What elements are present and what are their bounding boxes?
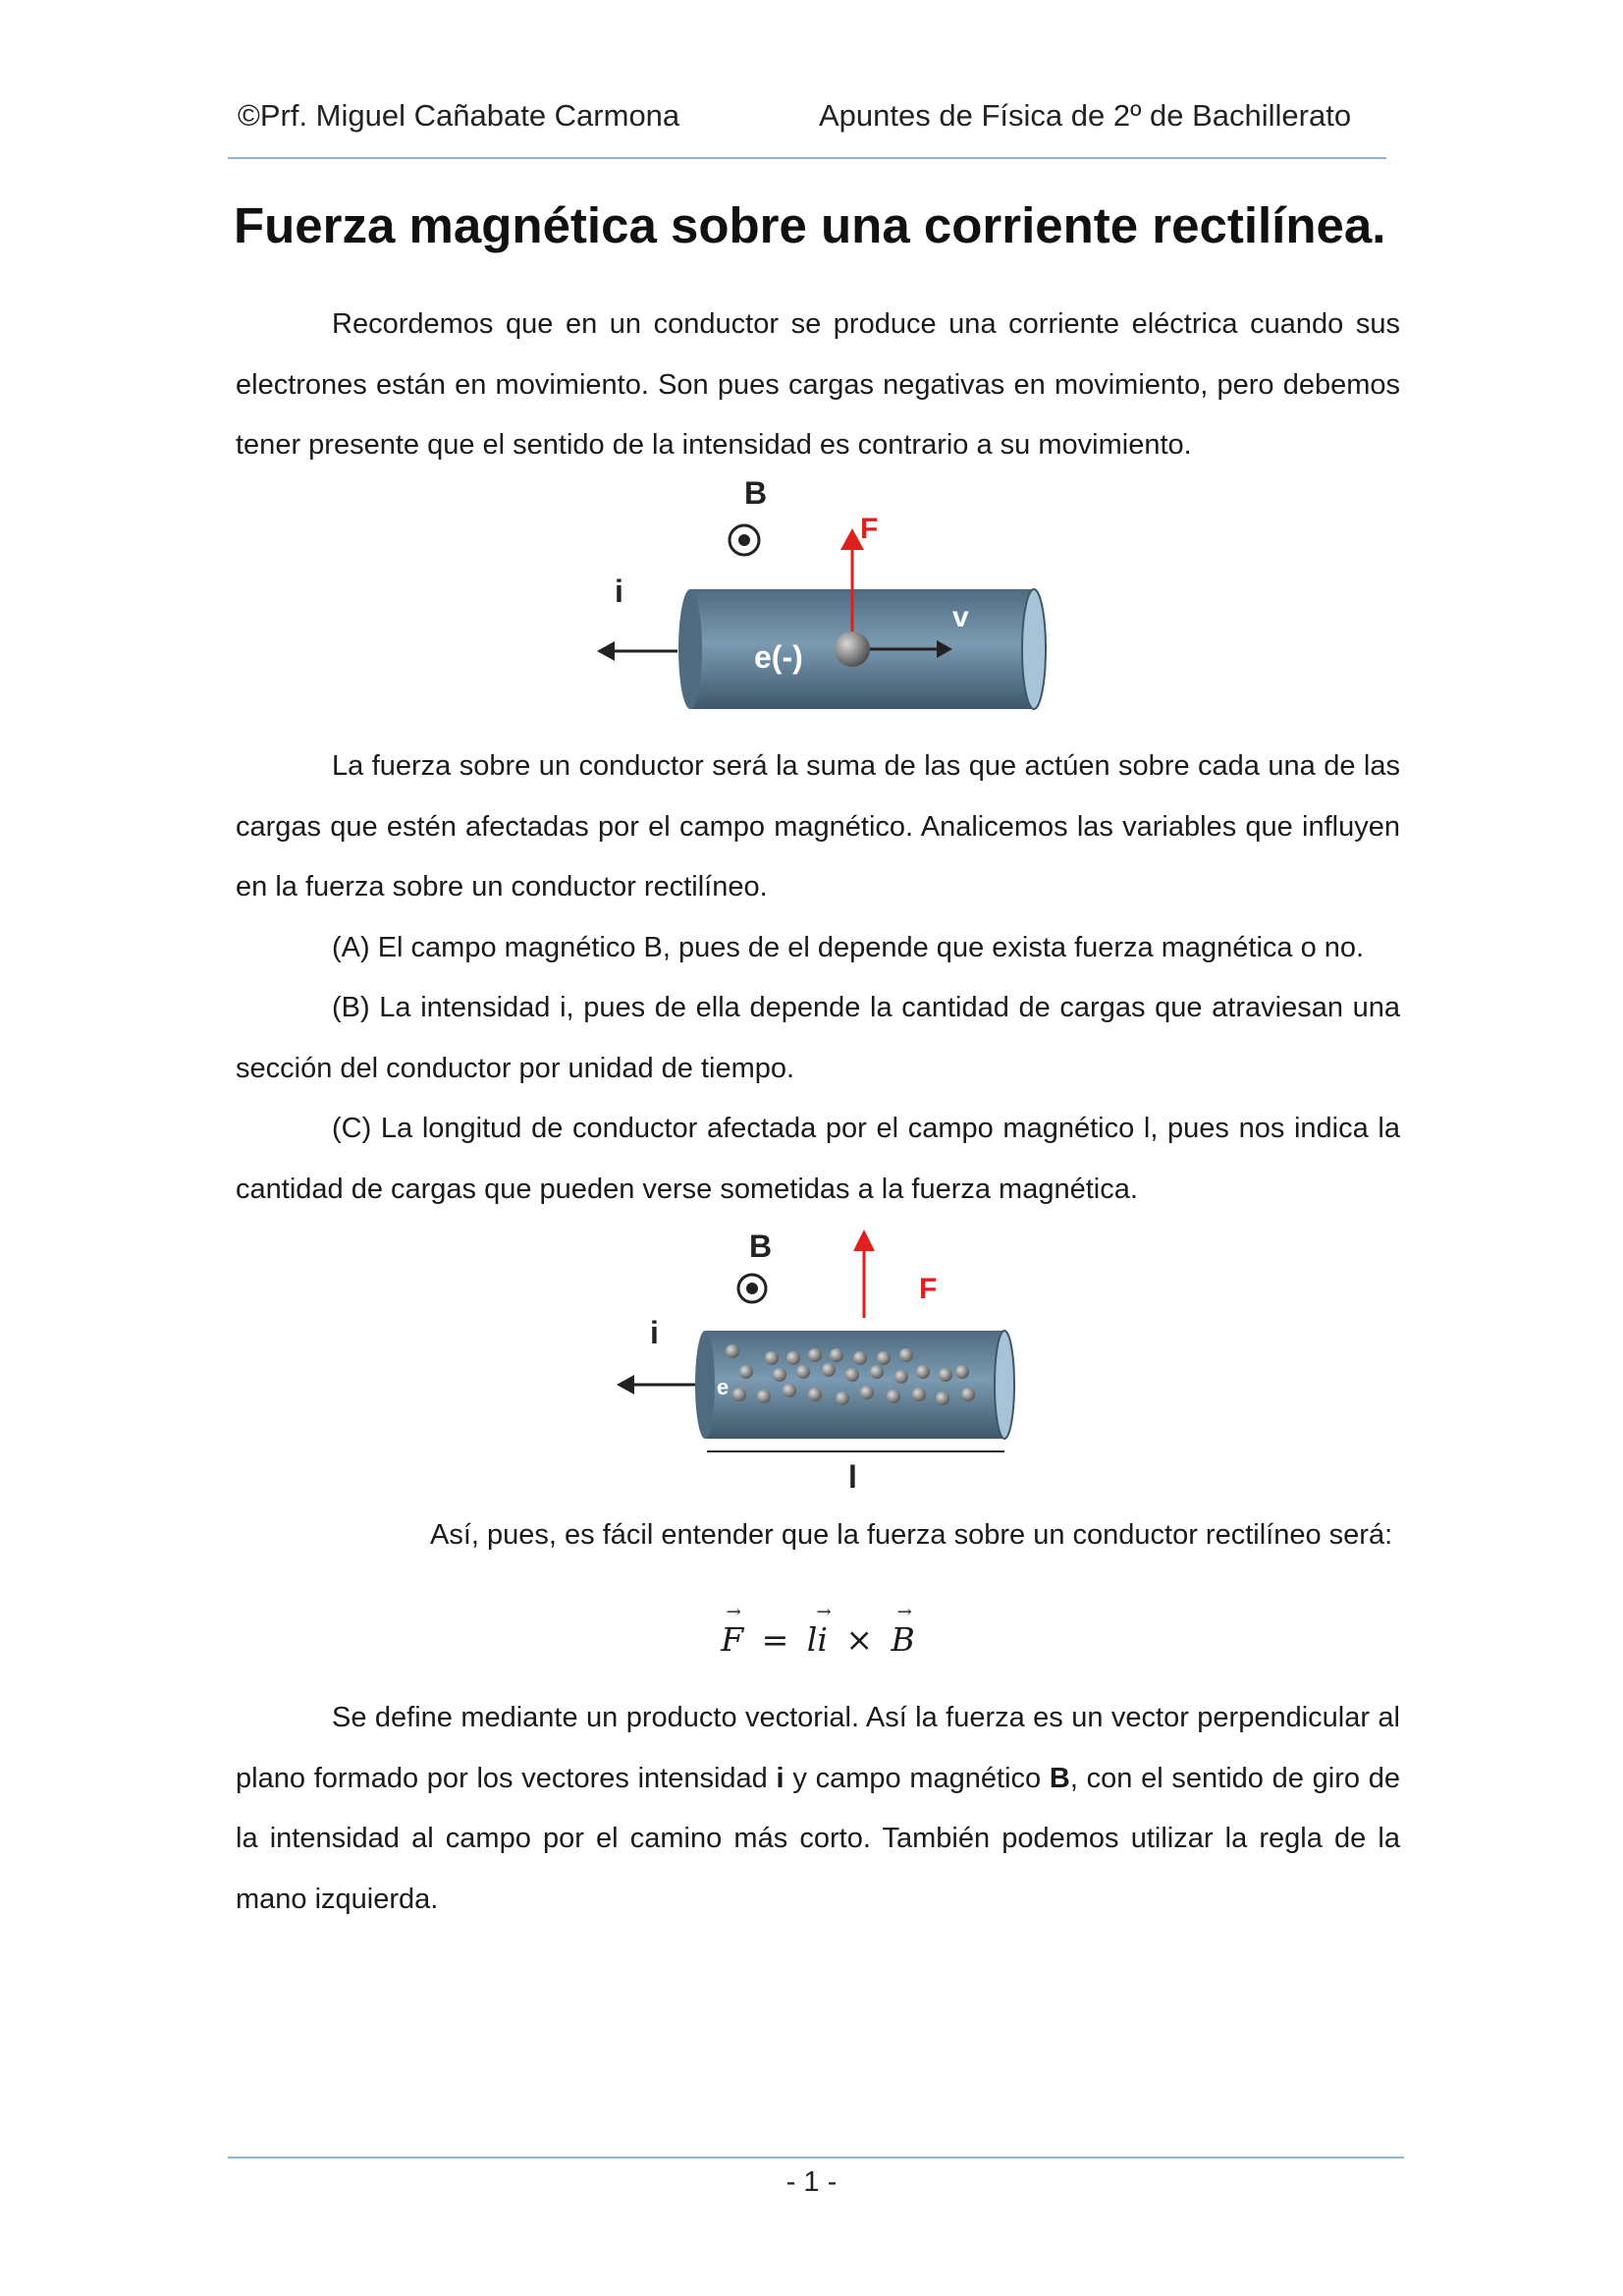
formula-i: → i	[817, 1620, 828, 1659]
definition-i: i	[776, 1762, 784, 1794]
header-rule	[228, 157, 1386, 159]
electron	[835, 631, 870, 667]
field-out-of-page-icon	[730, 525, 759, 555]
charge-dot	[887, 1390, 900, 1403]
current-arrow	[597, 641, 677, 661]
current-arrow	[617, 1375, 697, 1394]
header-course: Apuntes de Física de 2º de Bachillerato	[819, 98, 1352, 133]
force-arrow	[853, 1230, 875, 1318]
charge-dot	[830, 1348, 843, 1362]
page-number: - 1 -	[785, 2166, 838, 2198]
charge-dot	[870, 1365, 884, 1379]
paragraph-variable-a: (A) El campo magnético B, pues de el depende que exista fuerza magnética o no.	[332, 932, 1365, 963]
charge-dot	[939, 1368, 952, 1382]
definition-part-2: y campo magnético	[784, 1762, 1050, 1794]
conductor-left-end	[678, 589, 702, 709]
charge-dot	[739, 1365, 753, 1379]
charge-dot	[912, 1388, 926, 1401]
label-F: F	[860, 513, 879, 545]
label-B: B	[749, 1229, 773, 1264]
conductor-left-end	[695, 1331, 715, 1439]
conductor-right-end	[995, 1331, 1014, 1439]
charge-dot	[845, 1368, 859, 1382]
charge-dot	[765, 1351, 779, 1365]
conductor-body	[705, 1331, 1004, 1439]
charge-dot	[786, 1351, 800, 1365]
charge-dot	[773, 1368, 786, 1382]
charge-dot	[757, 1390, 771, 1403]
definition-part-1: Se define mediante un producto vectorial. Así la fuerza es un vector perpendicular al plano formado por los vectores intensidad	[236, 1702, 1400, 1794]
footer-rule	[228, 2157, 1404, 2159]
paragraph-definition	[236, 1688, 1400, 1930]
definition-B: B	[1049, 1762, 1070, 1794]
label-length: l	[848, 1459, 857, 1495]
conductor-right-end	[1022, 589, 1046, 709]
figure-many-charges	[607, 1228, 1029, 1503]
charge-dot	[916, 1365, 930, 1379]
label-electron: e(-)	[754, 639, 803, 675]
charge-dot	[732, 1388, 746, 1401]
page-header	[238, 98, 1386, 137]
charge-dot	[822, 1363, 836, 1377]
charge-dot	[726, 1344, 739, 1358]
charge-dot	[836, 1392, 849, 1405]
formula-l: l	[806, 1620, 818, 1659]
charge-dot	[796, 1365, 810, 1379]
formula-B: → B	[892, 1620, 915, 1659]
label-B: B	[744, 475, 768, 511]
charge-dot	[783, 1384, 796, 1397]
charge-dot	[955, 1365, 969, 1379]
definition-part-3: , con el sentido de giro de la intensidad al campo por el camino más corto. También podemos utilizar la regla de la mano izquierda.	[236, 1762, 1401, 1915]
charge-dot	[961, 1388, 975, 1401]
label-i: i	[650, 1315, 659, 1350]
charge-dot	[936, 1392, 949, 1405]
charge-dot	[808, 1348, 822, 1362]
charge-dot	[853, 1351, 867, 1365]
page-title: Fuerza magnética sobre una corriente rectilínea.	[234, 197, 1386, 253]
charge-dot	[877, 1351, 891, 1365]
label-electron: e	[717, 1375, 730, 1399]
paragraph-variable-b: (B) La intensidad i, pues de ella depende la cantidad de cargas que atraviesan una sección del conductor por unidad de tiempo.	[236, 992, 1400, 1084]
charge-dot	[808, 1388, 822, 1401]
field-out-of-page-icon	[738, 1275, 766, 1302]
label-v: v	[952, 601, 969, 633]
label-F: F	[919, 1273, 938, 1305]
header-author: ©Prf. Miguel Cañabate Carmona	[238, 98, 680, 133]
charge-dot	[860, 1386, 874, 1399]
paragraph-conclusion: Así, pues, es fácil entender que la fuerza sobre un conductor rectilíneo será:	[430, 1519, 1393, 1551]
paragraph-sum: La fuerza sobre un conductor será la suma de las que actúen sobre cada una de las cargas que estén afectadas por el campo magnético. Analicemos las variables que influyen en la fuerza sobre un conductor rectilíneo.	[236, 750, 1400, 902]
charge-dot	[894, 1370, 908, 1384]
force-formula	[236, 1620, 1400, 1659]
formula-cross: ×	[845, 1620, 874, 1659]
charge-dot	[899, 1348, 913, 1362]
formula-equals: =	[761, 1620, 789, 1659]
formula-F: → F	[721, 1620, 743, 1659]
paragraph-intro: Recordemos que en un conductor se produce una corriente eléctrica cuando sus electrones están en movimiento. Son pues cargas negativas en movimiento, pero debemos tener presente que el sentido de la intensidad es contrario a su movimiento.	[236, 308, 1400, 461]
paragraph-variable-c: (C) La longitud de conductor afectada por el campo magnético l, pues nos indica la cantidad de cargas que pueden verse sometidas a la fuerza magnética.	[236, 1113, 1400, 1205]
label-i: i	[615, 574, 623, 609]
figure-single-electron	[587, 469, 1049, 727]
